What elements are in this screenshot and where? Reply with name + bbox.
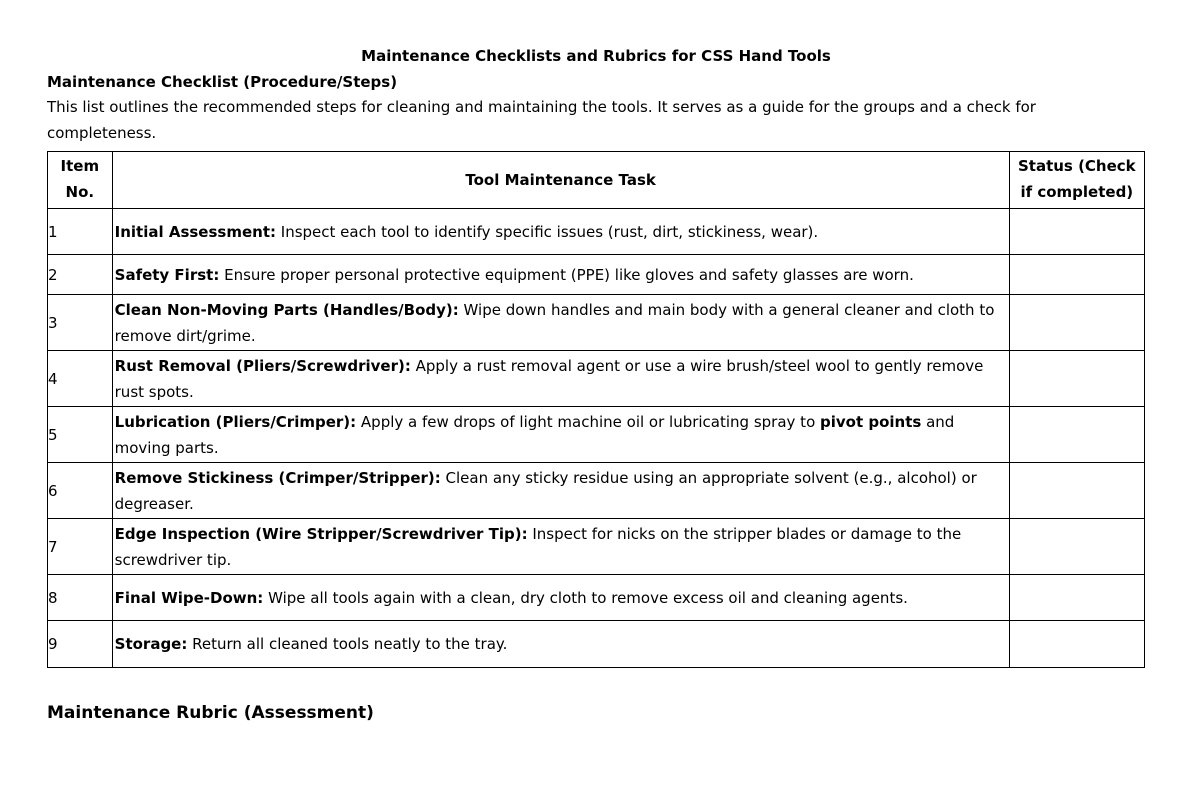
row-item-number: 7 bbox=[48, 519, 113, 575]
table-header-row bbox=[48, 152, 1145, 209]
task-description: Apply a rust removal agent or use a wire brush/steel wool to gently remove rust spots. bbox=[114, 356, 984, 401]
intro-paragraph: This list outlines the recommended steps for cleaning and maintaining the tools. It serves as a guide for the groups and a check for completeness. bbox=[47, 98, 1036, 142]
row-item-number: 8 bbox=[48, 575, 113, 621]
task-title: Lubrication (Pliers/Crimper): bbox=[114, 412, 357, 431]
row-task bbox=[112, 575, 1009, 621]
row-item-number: 6 bbox=[48, 463, 113, 519]
row-task bbox=[112, 255, 1009, 295]
task-description: Ensure proper personal protective equipment (PPE) like gloves and safety glasses are worn. bbox=[219, 265, 914, 284]
row-task bbox=[112, 463, 1009, 519]
task-title: Initial Assessment: bbox=[114, 222, 276, 241]
status-checkbox-cell[interactable] bbox=[1009, 575, 1144, 621]
checklist-table bbox=[47, 151, 1145, 668]
row-item-number: 1 bbox=[48, 209, 113, 255]
task-emphasis: pivot points bbox=[820, 412, 922, 431]
row-item-number: 9 bbox=[48, 621, 113, 668]
task-description: Inspect for nicks on the stripper blades or damage to the screwdriver tip. bbox=[114, 524, 962, 569]
task-title: Rust Removal (Pliers/Screwdriver): bbox=[114, 356, 411, 375]
row-task bbox=[112, 407, 1009, 463]
status-checkbox-cell[interactable] bbox=[1009, 255, 1144, 295]
status-checkbox-cell[interactable] bbox=[1009, 295, 1144, 351]
row-task bbox=[112, 295, 1009, 351]
task-description: Wipe all tools again with a clean, dry cloth to remove excess oil and cleaning agents. bbox=[263, 588, 908, 607]
row-item-number: 4 bbox=[48, 351, 113, 407]
header-status: Status (Check if completed) bbox=[1009, 152, 1144, 209]
table-row bbox=[48, 519, 1145, 575]
task-title: Final Wipe-Down: bbox=[114, 588, 264, 607]
header-task: Tool Maintenance Task bbox=[112, 152, 1009, 209]
table-row bbox=[48, 463, 1145, 519]
task-description: Apply a few drops of light machine oil or lubricating spray to bbox=[356, 412, 821, 431]
table-row bbox=[48, 621, 1145, 668]
row-task bbox=[112, 621, 1009, 668]
row-task bbox=[112, 351, 1009, 407]
task-description-tail: and moving parts. bbox=[114, 412, 955, 457]
task-description: Clean any sticky residue using an appropriate solvent (e.g., alcohol) or degreaser. bbox=[114, 468, 977, 513]
status-checkbox-cell[interactable] bbox=[1009, 463, 1144, 519]
header-item-no: Item No. bbox=[48, 152, 113, 209]
rubric-heading: Maintenance Rubric (Assessment) bbox=[47, 703, 374, 723]
task-description: Wipe down handles and main body with a general cleaner and cloth to remove dirt/grime. bbox=[114, 300, 995, 345]
task-title: Storage: bbox=[114, 635, 188, 653]
task-description: Inspect each tool to identify specific issues (rust, dirt, stickiness, wear). bbox=[276, 222, 819, 241]
table-row bbox=[48, 575, 1145, 621]
document-title: Maintenance Checklists and Rubrics for CSS Hand Tools bbox=[361, 47, 831, 65]
row-item-number: 5 bbox=[48, 407, 113, 463]
task-title: Edge Inspection (Wire Stripper/Screwdriver Tip): bbox=[114, 524, 528, 543]
status-checkbox-cell[interactable] bbox=[1009, 209, 1144, 255]
status-checkbox-cell[interactable] bbox=[1009, 351, 1144, 407]
row-item-number: 2 bbox=[48, 255, 113, 295]
status-checkbox-cell[interactable] bbox=[1009, 519, 1144, 575]
document-page bbox=[47, 44, 1145, 668]
table-row bbox=[48, 351, 1145, 407]
row-task bbox=[112, 209, 1009, 255]
table-row bbox=[48, 209, 1145, 255]
row-item-number: 3 bbox=[48, 295, 113, 351]
table-row bbox=[48, 407, 1145, 463]
task-title: Clean Non-Moving Parts (Handles/Body): bbox=[114, 300, 459, 319]
row-task bbox=[112, 519, 1009, 575]
table-row bbox=[48, 295, 1145, 351]
status-checkbox-cell[interactable] bbox=[1009, 621, 1144, 668]
task-description: Return all cleaned tools neatly to the tray. bbox=[187, 635, 508, 653]
table-row bbox=[48, 255, 1145, 295]
status-checkbox-cell[interactable] bbox=[1009, 407, 1144, 463]
task-title: Safety First: bbox=[114, 265, 220, 284]
checklist-heading: Maintenance Checklist (Procedure/Steps) bbox=[47, 73, 398, 91]
task-title: Remove Stickiness (Crimper/Stripper): bbox=[114, 468, 441, 487]
